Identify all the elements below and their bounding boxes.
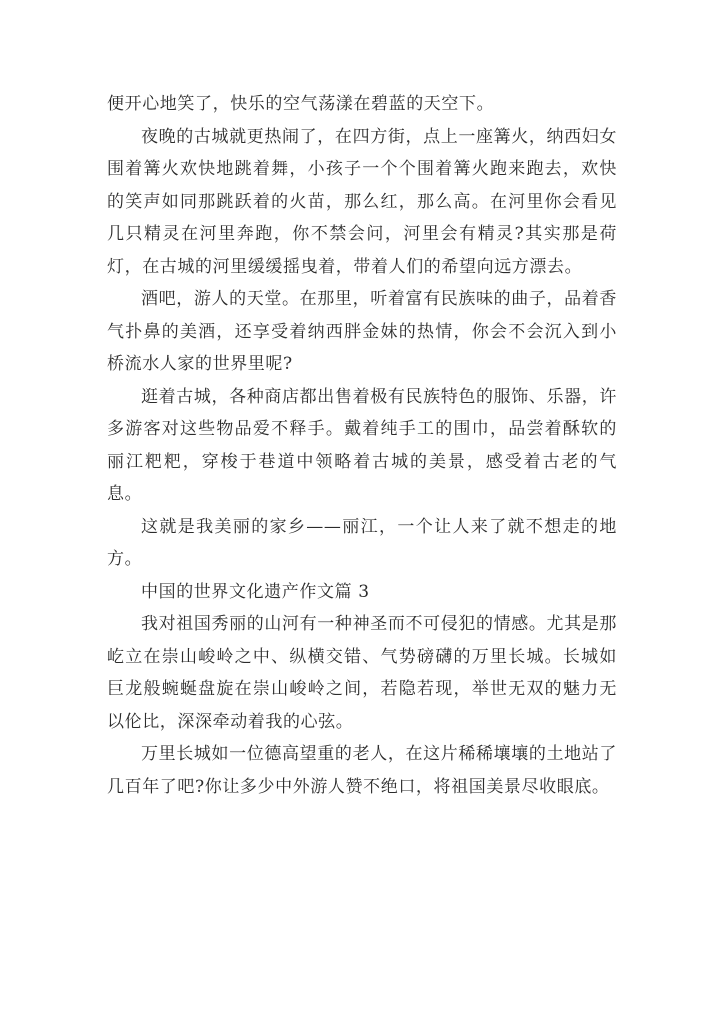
paragraph-shopping: 逛着古城，各种商店都出售着极有民族特色的服饰、乐器，许多游客对这些物品爱不释手。戴着纯手工的围巾，品尝着酥软的丽江粑粑，穿梭于巷道中领略着古城的美景，感受着古老的气息。 [107, 386, 617, 504]
paragraph-great-wall-intro: 我对祖国秀丽的山河有一种神圣而不可侵犯的情感。尤其是那屹立在崇山峻岭之中、纵横交错、气势磅礴的万里长城。长城如巨龙般蜿蜒盘旋在崇山峻岭之间，若隐若现，举世无双的魅力无以伦比，深深牵动着我的心弦。 [107, 614, 617, 732]
document-body [107, 88, 617, 803]
paragraph-hometown-lijiang: 这就是我美丽的家乡——丽江，一个让人来了就不想走的地方。 [107, 516, 617, 569]
paragraph-night-old-town: 夜晚的古城就更热闹了，在四方街，点上一座篝火，纳西妇女围着篝火欢快地跳着舞，小孩子一个个围着篝火跑来跑去，欢快的笑声如同那跳跃着的火苗，那么红，那么高。在河里你会看见几只精灵在河里奔跑，你不禁会问，河里会有精灵?其实那是荷灯，在古城的河里缓缓摇曳着，带着人们的希望向远方漂去。 [107, 126, 617, 277]
paragraph-great-wall-elder: 万里长城如一位德高望重的老人，在这片稀稀壤壤的土地站了几百年了吧?你让多少中外游人赞不绝口，将祖国美景尽收眼底。 [107, 744, 617, 797]
section-heading: 中国的世界文化遗产作文篇 3 [141, 581, 370, 602]
paragraph-bar: 酒吧，游人的天堂。在那里，听着富有民族味的曲子，品着香气扑鼻的美酒，还享受着纳西胖金妹的热情，你会不会沉入到小桥流水人家的世界里呢? [107, 289, 617, 374]
paragraph-continuation: 便开心地笑了，快乐的空气荡漾在碧蓝的天空下。 [107, 94, 495, 114]
